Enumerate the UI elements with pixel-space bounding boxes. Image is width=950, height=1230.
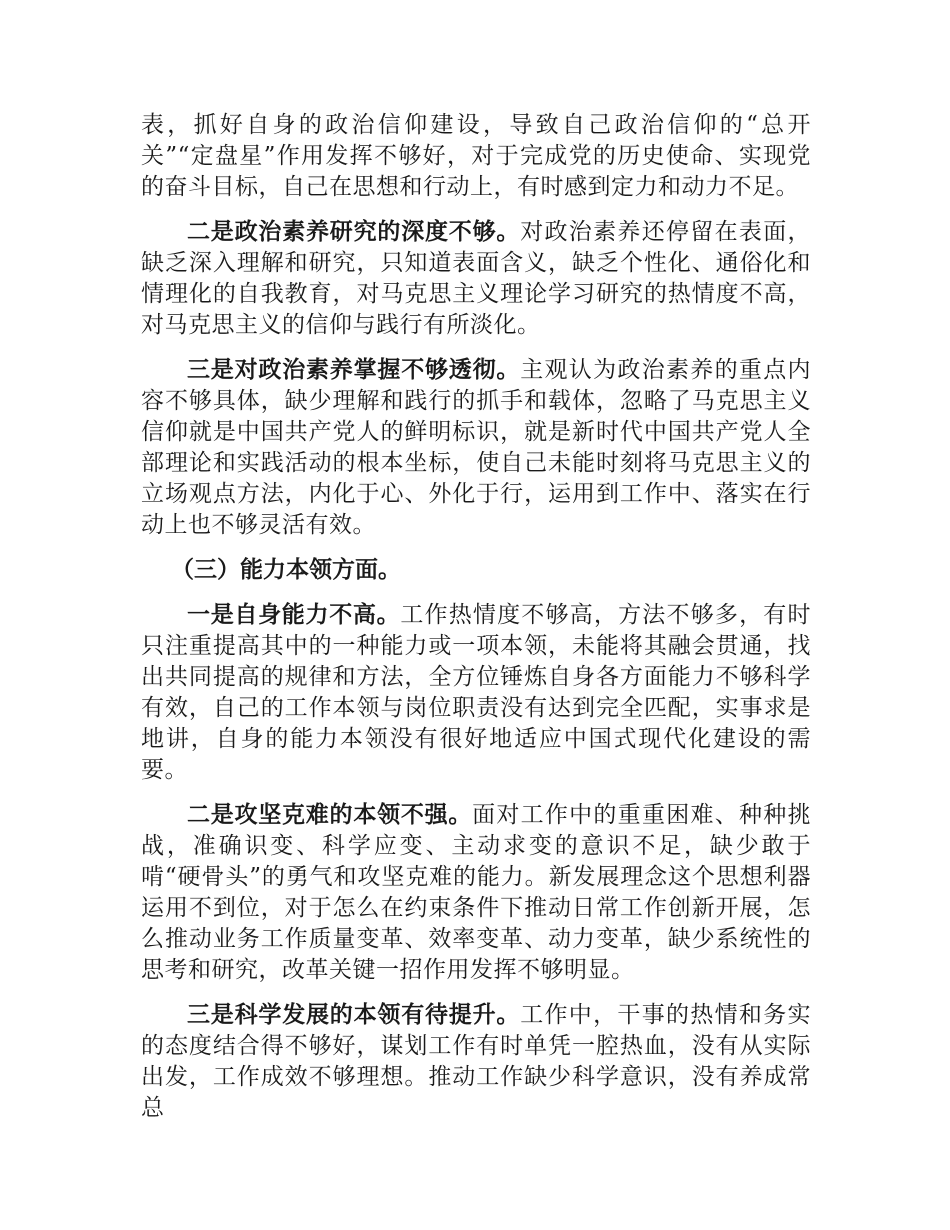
paragraph-text: 工作热情度不够高，方法不够多，有时只注重提高其中的一种能力或一项本领，未能将其融会贯通，找出共同提高的规律和方法，全方位锤炼自身各方面能力不够科学有效，自己的工作本领与岗位职责没有达到完全匹配，实事求是地讲，自身的能力本领没有很好地适应中国式现代化建设的需要。: [141, 602, 812, 783]
paragraph-lead: 二是攻坚克难的本领不强。: [187, 802, 473, 828]
paragraph-own-ability: [141, 600, 811, 786]
section-heading-ability: （三）能力本领方面。: [171, 557, 401, 583]
paragraph-text: 面对工作中的重重困难、种种挑战，准确识变、科学应变、主动求变的意识不足，缺少敢于啃“硬骨头”的勇气和攻坚克难的能力。新发展理念这个思想利器运用不到位，对于怎么在约束条件下推动日常工作创新开展，怎么推动业务工作质量变革、效率变革、动力变革，缺少系统性的思考和研究，改革关键一招作用发挥不够明显。: [141, 802, 812, 983]
paragraph-lead: 三是对政治素养掌握不够透彻。: [187, 357, 521, 383]
document-body: [141, 110, 811, 1138]
paragraph-lead: 二是政治素养研究的深度不够。: [187, 219, 521, 245]
paragraph-text: 表，抓好自身的政治信仰建设，导致自己政治信仰的“总开关”“定盘星”作用发挥不够好，对于完成党的历史使命、实现党的奋斗目标，自己在思想和行动上，有时感到定力和动力不足。: [141, 112, 811, 200]
paragraph-scientific-development: [141, 1000, 811, 1124]
paragraph-text: 工作中，干事的热情和务实的态度结合得不够好，谋划工作有时单凭一腔热血，没有从实际出发，工作成效不够理想。推动工作缺少科学意识，没有养成常总: [141, 1002, 812, 1121]
paragraph-lead: 三是科学发展的本领有待提升。: [187, 1002, 521, 1028]
paragraph-political-literacy-mastery: [141, 355, 811, 541]
paragraph-text: 主观认为政治素养的重点内容不够具体，缺少理解和践行的抓手和载体，忽略了马克思主义信仰就是中国共产党人的鲜明标识，就是新时代中国共产党人全部理论和实践活动的根本坐标，使自己未能时刻将马克思主义的立场观点方法，内化于心、外化于行，运用到工作中、落实在行动上也不够灵活有效。: [141, 357, 812, 538]
paragraph-continuation: [141, 110, 811, 203]
paragraph-political-literacy-depth: [141, 217, 811, 341]
paragraph-lead: 一是自身能力不高。: [187, 602, 401, 628]
paragraph-text: 对政治素养还停留在表面，缺乏深入理解和研究，只知道表面含义，缺乏个性化、通俗化和情理化的自我教育，对马克思主义理论学习研究的热情度不高，对马克思主义的信仰与践行有所淡化。: [141, 219, 812, 338]
paragraph-tackling-difficulties: [141, 800, 811, 986]
